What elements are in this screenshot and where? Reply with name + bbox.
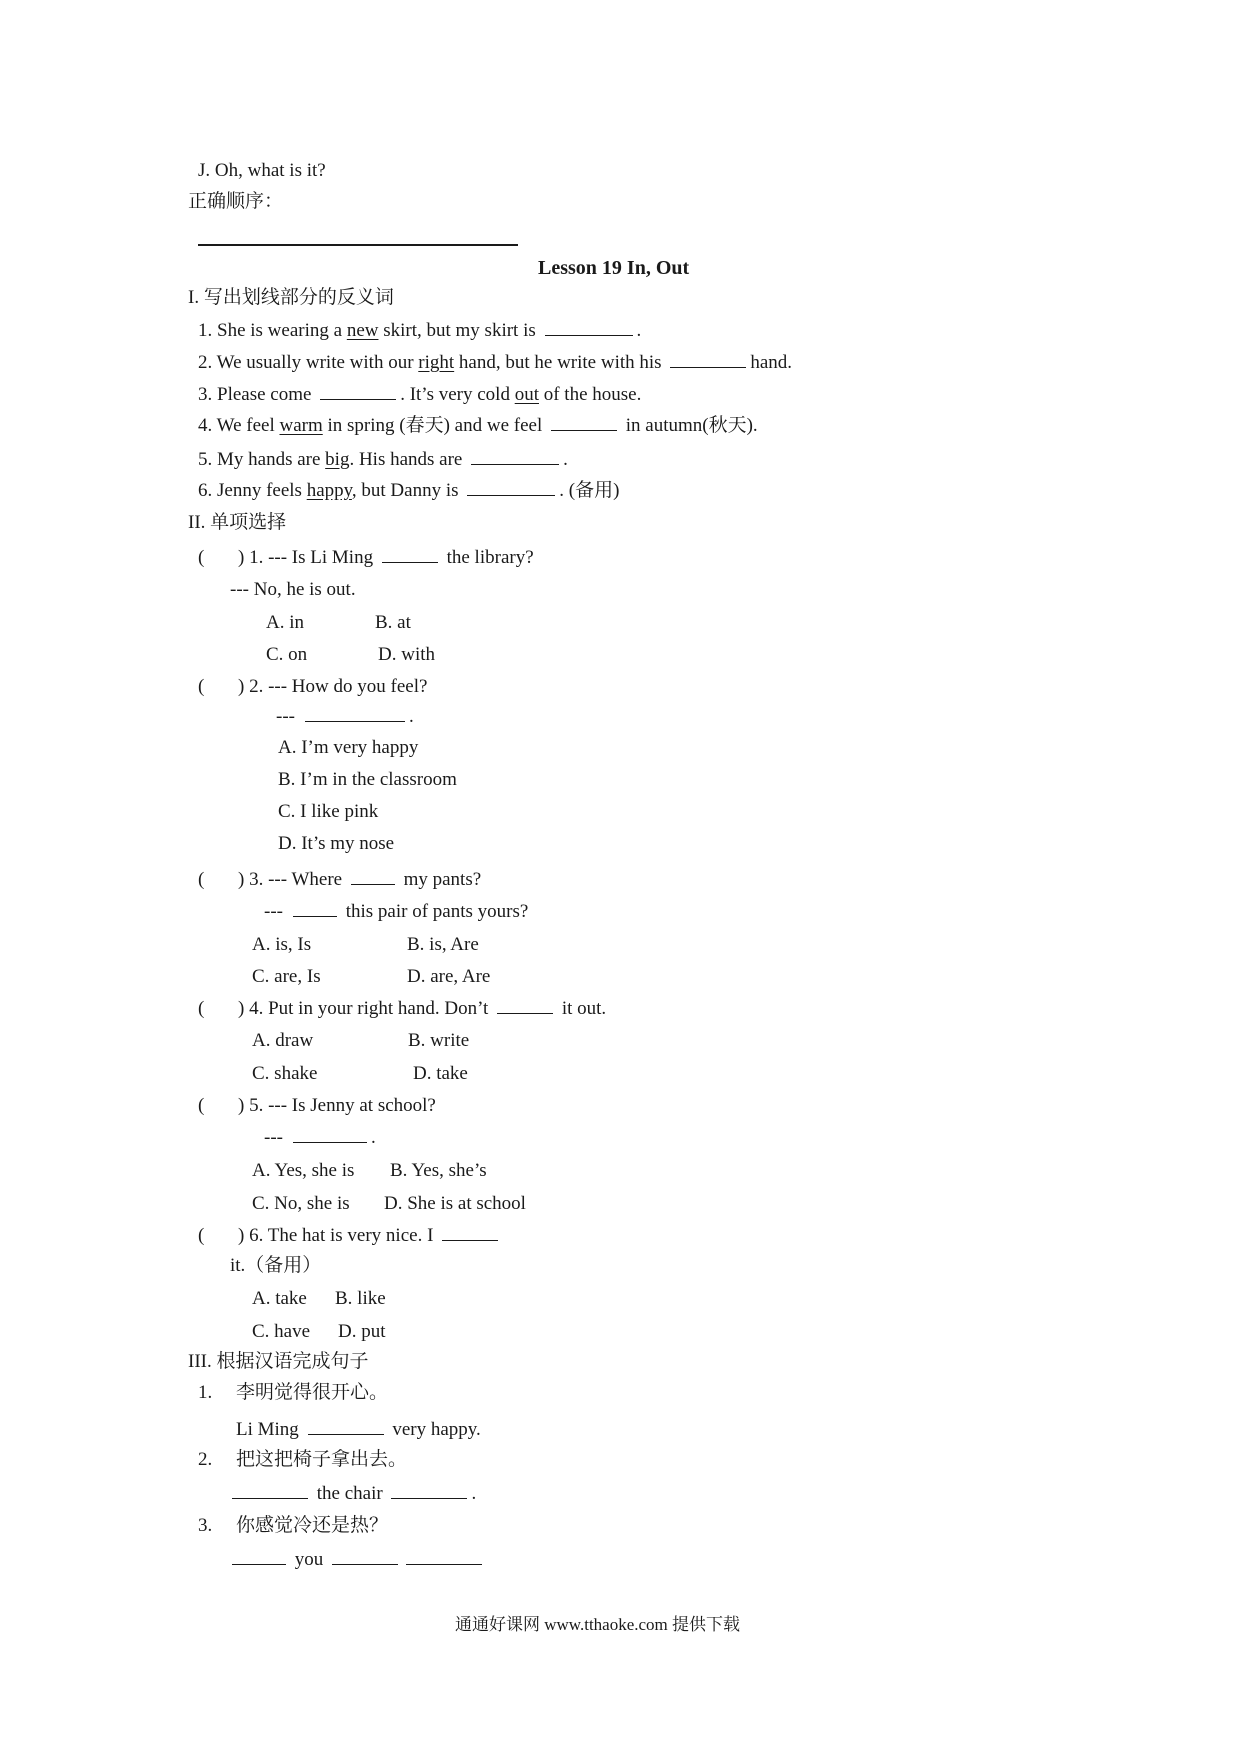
option-d[interactable]: D. with (378, 644, 435, 665)
sec3-q2-english: the chair . (228, 1482, 476, 1506)
option-d[interactable]: D. take (413, 1063, 468, 1084)
option-a[interactable]: A. I’m very happy (278, 737, 419, 758)
answer-blank[interactable] (497, 997, 553, 1014)
option-c[interactable]: C. No, she is (252, 1193, 350, 1214)
option-a[interactable]: A. in (266, 612, 304, 633)
answer-blank[interactable] (308, 1418, 384, 1435)
section-3-heading: III. 根据汉语完成句子 (188, 1351, 369, 1372)
sec2-q3-reply: --- this pair of pants yours? (264, 901, 529, 922)
footer-credit: 通通好课网 www.tthaoke.com 提供下载 (455, 1615, 741, 1634)
sec3-q2-num: 2. (198, 1449, 213, 1470)
sec1-q5: 5. My hands are big. His hands are . (198, 449, 568, 470)
sec2-q6-stem-cont: it.（备用） (230, 1255, 322, 1276)
answer-blank[interactable] (545, 319, 633, 336)
option-c[interactable]: C. I like pink (278, 801, 379, 822)
sec3-q3-english: you (228, 1548, 486, 1572)
answer-blank[interactable] (382, 546, 438, 563)
sec2-q1-reply: --- No, he is out. (230, 579, 356, 600)
sec2-q1-stem: ) 1. --- Is Li Ming the library? (238, 547, 534, 568)
sec3-q3-chinese: 你感觉冷还是热？ (236, 1515, 389, 1536)
page-title: Lesson 19 In, Out (538, 257, 690, 279)
answer-blank[interactable] (198, 244, 518, 246)
answer-blank[interactable] (551, 414, 617, 431)
sec2-q2-stem: ) 2. --- How do you feel? (238, 676, 428, 697)
option-d[interactable]: D. It’s my nose (278, 833, 395, 854)
sec2-q3-stem: ) 3. --- Where my pants? (238, 869, 482, 890)
paren-open: ( (198, 676, 205, 697)
option-a[interactable]: A. Yes, she is (252, 1160, 355, 1181)
sec1-q2: 2. We usually write with our right hand, but he write with his hand. (198, 352, 792, 373)
paren-open: ( (198, 1225, 205, 1246)
option-c[interactable]: C. shake (252, 1063, 318, 1084)
option-a[interactable]: A. draw (252, 1030, 314, 1051)
answer-blank[interactable] (406, 1548, 482, 1565)
option-b[interactable]: B. write (408, 1030, 470, 1051)
answer-blank[interactable] (332, 1548, 398, 1565)
answer-blank[interactable] (351, 868, 395, 885)
sec3-q1-num: 1. (198, 1382, 213, 1403)
paren-open: ( (198, 1095, 205, 1116)
answer-blank[interactable] (232, 1482, 308, 1499)
option-c[interactable]: C. have (252, 1321, 311, 1342)
section-2-heading: II. 单项选择 (188, 512, 287, 533)
option-b[interactable]: B. is, Are (407, 934, 479, 955)
sec2-q4-stem: ) 4. Put in your right hand. Don’t it out. (238, 998, 607, 1019)
answer-blank[interactable] (467, 479, 555, 496)
answer-blank[interactable] (320, 383, 396, 400)
option-b[interactable]: B. at (375, 612, 411, 633)
answer-blank[interactable] (305, 705, 405, 722)
item-j: J. Oh, what is it? (198, 160, 326, 181)
sec1-q1: 1. She is wearing a new skirt, but my skirt is . (198, 320, 642, 341)
option-c[interactable]: C. are, Is (252, 966, 321, 987)
option-d[interactable]: D. She is at school (384, 1193, 526, 1214)
sec1-q3: 3. Please come . It’s very cold out of the house. (198, 384, 642, 405)
option-a[interactable]: A. is, Is (252, 934, 312, 955)
sec1-q6: 6. Jenny feels happy, but Danny is . (备用) (198, 480, 620, 501)
answer-blank[interactable] (293, 1126, 367, 1143)
answer-blank[interactable] (293, 900, 337, 917)
option-d[interactable]: D. put (338, 1321, 386, 1342)
answer-blank[interactable] (232, 1548, 286, 1565)
paren-open: ( (198, 547, 205, 568)
sec2-q5-stem: ) 5. --- Is Jenny at school? (238, 1095, 436, 1116)
option-a[interactable]: A. take (252, 1288, 307, 1309)
answer-blank[interactable] (442, 1224, 498, 1241)
option-b[interactable]: B. like (335, 1288, 386, 1309)
order-label: 正确顺序： (188, 191, 284, 212)
sec3-q2-chinese: 把这把椅子拿出去。 (236, 1449, 408, 1470)
option-b[interactable]: B. Yes, she’s (390, 1160, 487, 1181)
option-c[interactable]: C. on (266, 644, 308, 665)
option-d[interactable]: D. are, Are (407, 966, 491, 987)
sec2-q5-reply: --- . (264, 1127, 376, 1148)
answer-blank[interactable] (670, 351, 746, 368)
section-1-heading: I. 写出划线部分的反义词 (188, 287, 394, 308)
sec2-q2-reply: --- . (276, 706, 414, 727)
sec3-q3-num: 3. (198, 1515, 213, 1536)
paren-open: ( (198, 998, 205, 1019)
paren-open: ( (198, 869, 205, 890)
sec3-q1-chinese: 李明觉得很开心。 (236, 1382, 389, 1403)
sec1-q4: 4. We feel warm in spring (春天) and we feel in autumn(秋天). (198, 415, 758, 436)
answer-blank[interactable] (391, 1482, 467, 1499)
answer-blank[interactable] (471, 448, 559, 465)
sec3-q1-english: Li Ming very happy. (236, 1419, 481, 1440)
sec2-q6-stem: ) 6. The hat is very nice. I (238, 1224, 502, 1248)
option-b[interactable]: B. I’m in the classroom (278, 769, 457, 790)
